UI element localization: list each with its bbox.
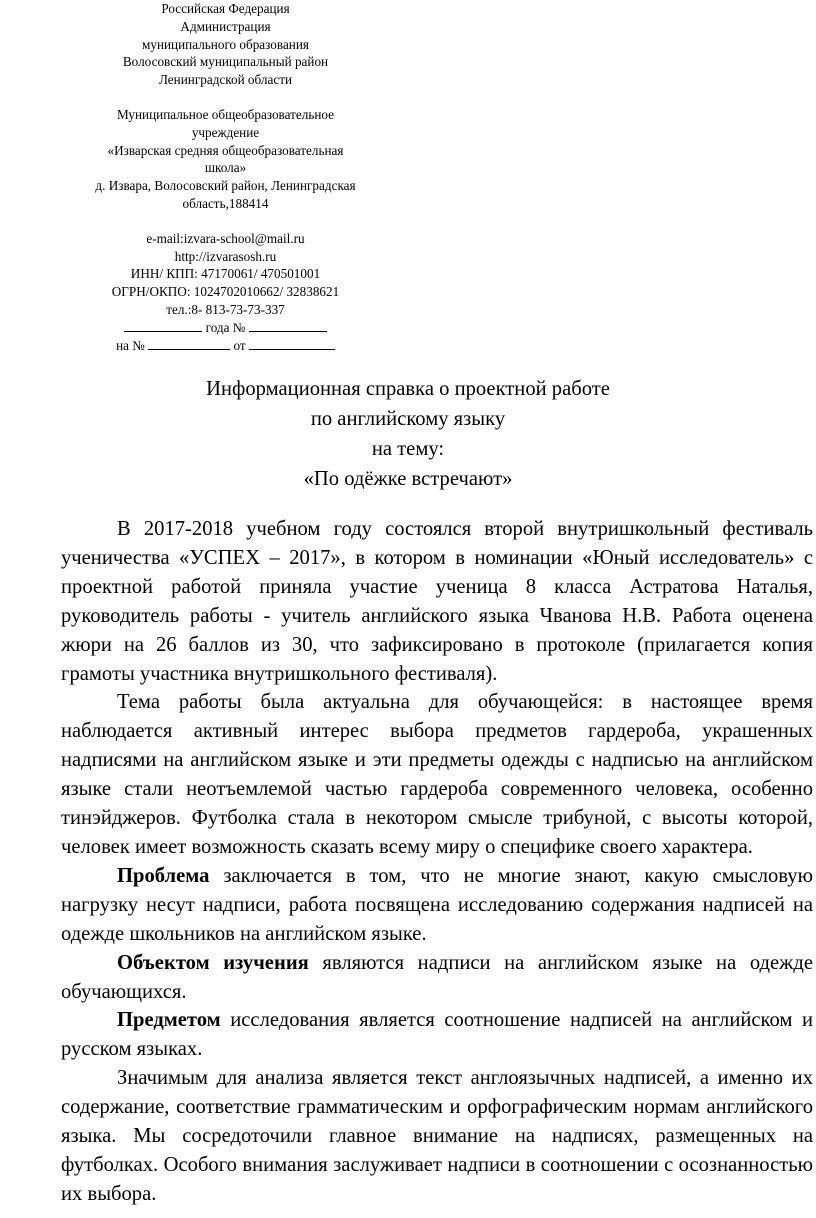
date-blank — [124, 319, 202, 332]
number-blank — [249, 319, 327, 332]
bold-term: Объектом изучения — [117, 951, 309, 974]
letterhead — [88, 0, 363, 354]
letterhead-line: Ленинградской области — [158, 72, 293, 88]
letterhead-line: Волосовский муниципальный район — [122, 54, 329, 70]
title-line: по английскому языку — [310, 408, 506, 430]
ref-number-blank — [148, 337, 230, 350]
ref-from: от — [233, 337, 246, 353]
contact-line: http://izvarasosh.ru — [174, 248, 277, 264]
title-line: на тему: — [371, 438, 445, 460]
contact-line: ИНН/ КПП: 47170061/ 470501001 — [130, 266, 321, 282]
paragraph-text: являются надписи на английском языке на одежде обучающихся. — [61, 951, 813, 1003]
school-line: «Изварская средняя общеобразовательная школа» — [107, 142, 344, 176]
title-line: «По одёжке встречают» — [303, 468, 513, 490]
ref-prefix: на № — [116, 337, 145, 353]
bold-term: Предметом — [117, 1009, 221, 1032]
paragraph: В 2017-2018 учебном году состоялся второй внутришкольный фестиваль ученичества «УСПЕХ – 2017», в котором в номинации «Юный исследователь» с проектной работой приняла участие ученица 8 класса Астратова Наталья, руководитель работы - учитель английского языка Чванова Н.В. Работа оценена жюри на 26 баллов из 30, что зафиксировано в протоколе (прилагается копия грамоты участника внутришкольного фестиваля). — [61, 518, 813, 685]
spacer — [88, 213, 363, 230]
bold-term: Проблема — [117, 864, 210, 887]
date-word: года № — [205, 319, 246, 335]
school-line: Муниципальное общеобразовательное учреждение — [116, 106, 335, 140]
title-line: Информационная справка о проектной работе — [206, 378, 610, 400]
document-body — [61, 515, 813, 1209]
contact-line: e-mail:izvara-school@mail.ru — [146, 230, 305, 246]
paragraph-subject — [61, 1006, 813, 1064]
contact-line: тел.:8- 813-73-73-337 — [166, 301, 285, 317]
school-line: область,188414 — [182, 195, 269, 211]
contact-line: ОГРН/ОКПО: 1024702010662/ 32838621 — [111, 284, 340, 300]
paragraph-problem — [61, 862, 813, 949]
spacer — [88, 89, 363, 106]
paragraph-object — [61, 949, 813, 1007]
school-line: д. Извара, Волосовский район, Ленинградская — [95, 178, 356, 194]
ref-date-blank — [249, 337, 335, 350]
letterhead-line: Администрация — [180, 18, 271, 34]
reference-line — [88, 337, 363, 355]
letterhead-line: Российская Федерация — [161, 1, 290, 16]
date-number-line — [88, 319, 363, 337]
document-title — [0, 374, 816, 494]
paragraph: Тема работы была актуальна для обучающейся: в настоящее время наблюдается активный интерес выбора предметов гардероба, украшенных надписями на английском языке и эти предметы одежды с надписью на английском языке стали неотъемлемой частью гардероба современного человека, особенно тинэйджеров. Футболка стала в некотором смысле трибуной, с высоты которой, человек имеет возможность сказать всему миру о специфике своего характера. — [61, 691, 813, 858]
paragraph: Значимым для анализа является текст англоязычных надписей, а именно их содержание, соответствие грамматическим и орфографическим нормам английского языка. Мы сосредоточили главное внимание на надписях, размещенных на футболках. Особого внимания заслуживает надписи в соотношении с осознанностью их выбора. — [61, 1067, 813, 1205]
letterhead-line: муниципального образования — [142, 36, 309, 52]
paragraph-text: заключается в том, что не многие знают, какую смысловую нагрузку несут надписи, работа посвящена исследованию содержания надписей на одежде школьников на английском языке. — [61, 864, 813, 945]
paragraph-text: исследования является соотношение надписей на английском и русском языках. — [61, 1009, 813, 1061]
